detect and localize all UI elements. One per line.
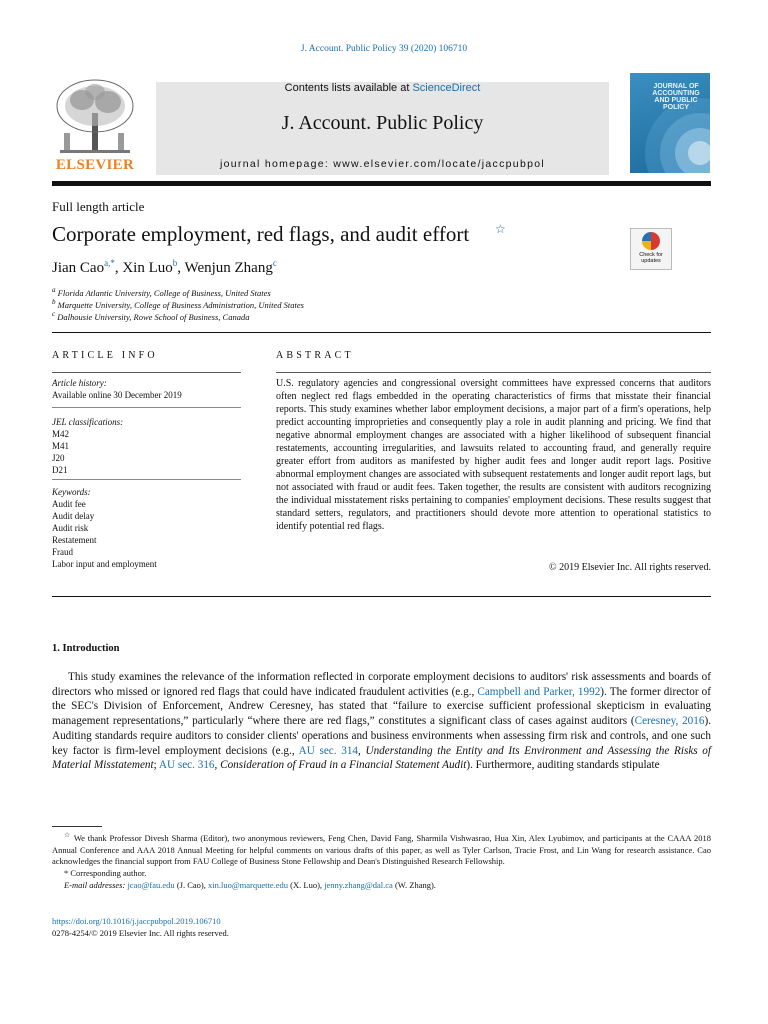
keywords-label: Keywords: (52, 487, 91, 497)
issn-copyright: 0278-4254/© 2019 Elsevier Inc. All rights reserved. (52, 928, 229, 938)
keywords-rule (52, 479, 241, 480)
jel-classifications (52, 416, 123, 476)
author-list (52, 258, 277, 277)
journal-title: J. Account. Public Policy (281, 112, 484, 134)
title-footnote-mark[interactable]: ☆ (495, 222, 506, 236)
section-rule (52, 332, 711, 333)
sciencedirect-link[interactable]: ScienceDirect (412, 82, 481, 94)
email-link[interactable]: jenny.zhang@dal.ca (324, 880, 393, 891)
header-rule (52, 181, 711, 186)
keyword: Audit delay (52, 511, 95, 521)
keyword: Labor input and employment (52, 559, 157, 569)
history-value: Available online 30 December 2019 (52, 390, 182, 400)
author-separator: , (177, 260, 185, 276)
jel-code: J20 (52, 453, 65, 463)
keyword: Audit fee (52, 499, 86, 509)
history-label: Article history: (52, 378, 107, 388)
footnotes (52, 830, 711, 892)
section-heading-introduction: 1. Introduction (52, 643, 120, 654)
contents-prefix: Contents lists available at (284, 82, 413, 94)
running-head[interactable]: J. Account. Public Policy 39 (2020) 106710 (300, 44, 468, 54)
doi-link[interactable]: https://doi.org/10.1016/j.jaccpubpol.2019.106710 (52, 916, 221, 926)
contents-line (156, 82, 609, 94)
intro-paragraph: This study examines the relevance of the information reflected in corporate employment decisions to auditors' risk assessments and boards of directors who missed or ignored red flags that could have indicated fraudulent activities (e.g., Campbell and Parker, 1992). The former director of the SEC's Division of Enforcement, Andrew Ceresney, has stated that “failure to exercise sufficient professional skepticism in evaluating management representations,” particularly “where there are red flags,” constitutes a significant class of cases against auditors (Ceresney, 2016). Auditing standards require auditors to consider clients' operations and business environments when assessing firm risk and controls, and one such key factor is firm-level employment decisions (e.g., AU sec. 314, Understanding the Entity and Its Environment and Assessing the Risks of Material Misstatement; AU sec. 316, Consideration of Fraud in a Financial Statement Audit). Furthermore, auditing standards stipulate (52, 671, 712, 772)
author-affiliation-mark[interactable]: a,* (104, 258, 115, 268)
abstract-rule (276, 372, 711, 373)
email-link[interactable]: jcao@fau.edu (127, 880, 175, 891)
cover-title: JOURNAL OF ACCOUNTING AND PUBLIC POLICY (652, 83, 700, 111)
check-for-updates-badge[interactable] (630, 228, 672, 270)
abstract-copyright: © 2019 Elsevier Inc. All rights reserved. (548, 562, 711, 573)
email-link[interactable]: xin.luo@marquette.edu (207, 880, 289, 891)
citation-link[interactable]: Ceresney, 2016 (634, 715, 705, 728)
keywords (52, 486, 157, 570)
jel-rule (52, 407, 241, 408)
jel-code: D21 (52, 465, 68, 475)
abstract-heading: ABSTRACT (276, 350, 354, 361)
jel-code: M41 (52, 441, 70, 451)
elsevier-logo-text: ELSEVIER (55, 157, 135, 173)
affiliation-a: $^a$ Florida Atlantic University, College of Business, United States (52, 286, 271, 298)
introduction-body (52, 670, 711, 773)
author-name: Jian Cao (52, 260, 105, 276)
citation-link[interactable]: AU sec. 316 (158, 759, 215, 772)
article-history (52, 377, 182, 401)
author-separator: , (114, 260, 123, 276)
article-info-heading: ARTICLE INFO (52, 350, 158, 361)
affiliation-c: $^c$ Dalhousie University, Rowe School of Business, Canada (52, 310, 250, 322)
keyword: Fraud (52, 547, 73, 557)
acknowledgement-footnote: ☆ We thank Professor Divesh Sharma (Editor), two anonymous reviewers, Feng Chen, David Fang, Sharmila Vishwasrao, Hua Xin, Alex Lyubimov, and participants at the CAAA 2018 Annual Conference and AAA 2018 Annual Meeting for helpful comments on various drafts of this paper, as well as Tyler Carlson, Tracie Frost, and Lin Wang for research assistance. Cao acknowledges the financial support from FAU College of Business Stone Fellowship and Dean's Distinguished Research Fellowship. (52, 831, 711, 867)
abstract-text: U.S. regulatory agencies and congressional oversight committees have expressed concerns that auditors often neglect red flags embedded in the operating characteristics of firms that misstate their financial reports. This study examines whether labor employment decisions, a major part of a firm's operations, help predict accounting improprieties and consequently play a role in audit planning and pricing. We find that negative abnormal employment changes are associated with a higher likelihood of subsequent financial restatements, accounting irregularities, and lawsuits related to accounting fraud, and generally require greater effort from auditors as manifested by higher audit fees and longer audit report lags. Positive abnormal employment changes are associated with subsequent restatements and longer audit report lags, but not associated with fraud or audit fees. Taken together, the results are consistent with auditors recognizing the individual misstatement risks pertaining to companies' employment decisions. These results suggest that standard setters, regulators, and practitioners should devote more attention to operational statistics to identify potential red flags. (276, 378, 711, 532)
jel-code: M42 (52, 429, 70, 439)
abstract-bottom-rule (52, 596, 711, 597)
check-updates-label: Check for updates (639, 252, 663, 264)
paper-title: Corporate employment, red flags, and audit effort (52, 222, 470, 246)
corresponding-author-footnote: * Corresponding author. (64, 868, 147, 879)
footnote-rule (52, 826, 102, 827)
affiliation-b: $^b$ Marquette University, College of Business Administration, United States (52, 298, 304, 310)
jel-label: JEL classifications: (52, 417, 124, 427)
email-footnote: E-mail addresses: jcao@fau.edu (J. Cao), xin.luo@marquette.edu (X. Luo), jenny.zhang@dal.ca (W. Zhang). (64, 880, 436, 891)
author-affiliation-mark[interactable]: b (172, 258, 178, 268)
keyword: Restatement (52, 535, 97, 545)
check-updates-icon (642, 232, 660, 250)
author-name: Wenjun Zhang (184, 260, 273, 276)
keyword: Audit risk (52, 523, 89, 533)
author-affiliation-mark[interactable]: c (272, 258, 277, 268)
author-name: Xin Luo (122, 260, 173, 276)
journal-homepage[interactable]: journal homepage: www.elsevier.com/locate/jaccpubpol (220, 158, 545, 170)
article-type: Full length article (52, 199, 145, 214)
citation-link[interactable]: Campbell and Parker, 1992 (477, 685, 601, 698)
citation-link[interactable]: AU sec. 314 (298, 744, 359, 757)
journal-cover-image (630, 73, 710, 173)
article-info-rule (52, 372, 241, 373)
